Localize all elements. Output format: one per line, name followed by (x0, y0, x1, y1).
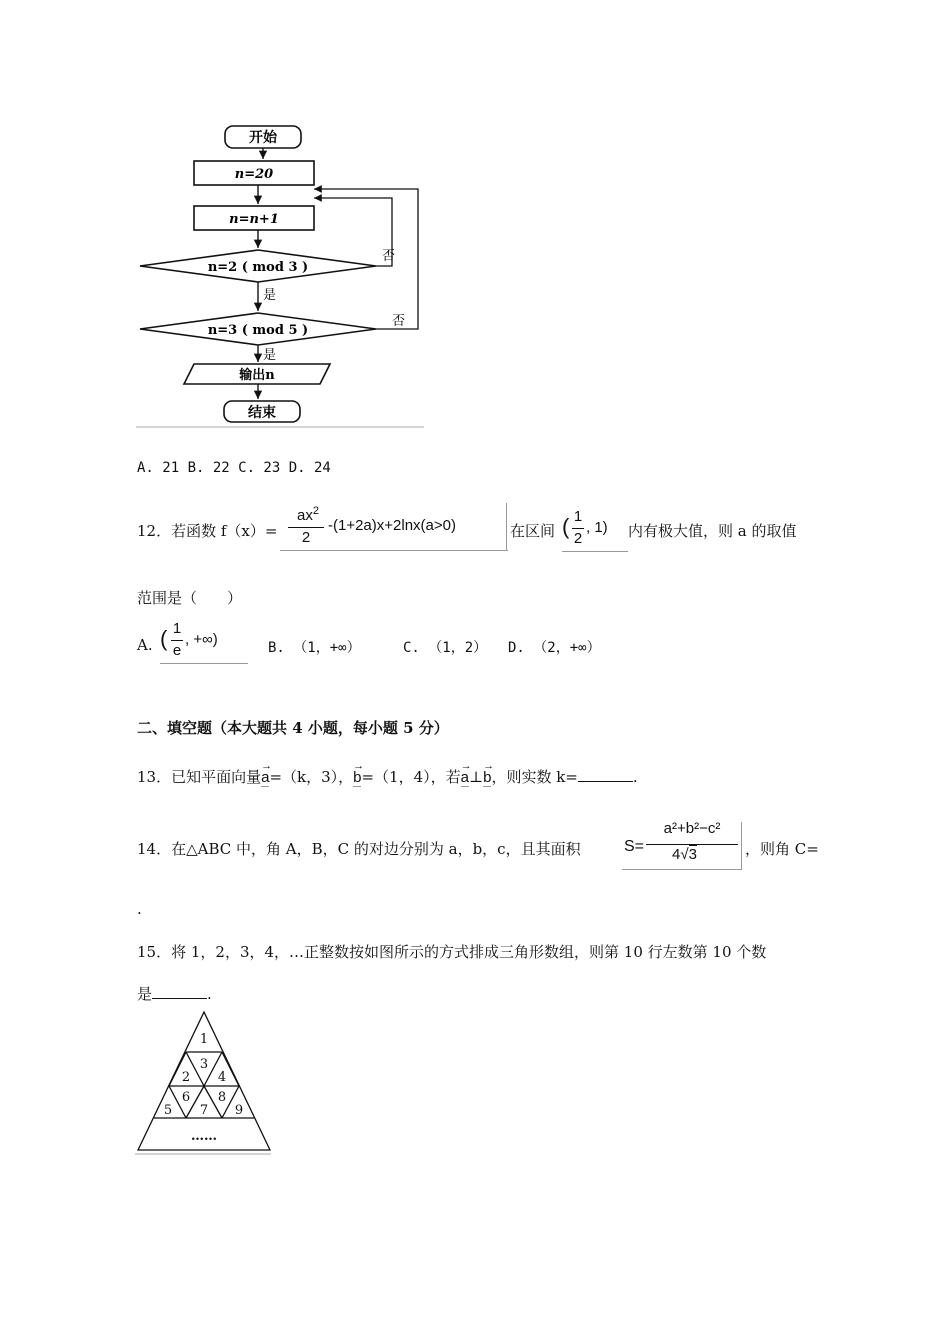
q12-lead: 12．若函数 f（x）= (137, 522, 278, 540)
q15-line1: 15．将 1，2，3，4，…正整数按如图所示的方式排成三角形数组，则第 10 行左数第 10 个数 (137, 943, 767, 961)
q12-optA-open: ( (160, 626, 168, 651)
no1-label: 否 (382, 249, 396, 264)
tri-1: 1 (199, 1032, 209, 1047)
q13-vec-a2: → a (460, 760, 472, 786)
q14-num: a²+b²−c² (663, 820, 721, 837)
tri-6: 6 (181, 1090, 191, 1105)
q14-den-root: 3 (688, 846, 697, 863)
number-triangle (133, 1010, 273, 1156)
increment-label: n=n+1 (229, 212, 279, 227)
q12-formula-rest: -(1+2a)x+2lnx(a>0) (328, 517, 456, 534)
q14-s-label: S= (624, 838, 645, 855)
q12-interval-open: ( (562, 514, 570, 539)
q13-part1: =（k，3）， (269, 768, 354, 786)
no2-label: 否 (392, 314, 406, 329)
q11-options: A. 21 B. 22 C. 23 D. 24 (137, 460, 331, 476)
q12-formula-num: ax (297, 507, 313, 524)
end-label: 结束 (248, 405, 276, 421)
q12-interval-rest: , 1) (586, 519, 608, 536)
cond1-label: n=2 ( mod 3 ) (207, 260, 309, 275)
q13-part2: =（1，4），若 (361, 768, 461, 786)
tri-4: 4 (217, 1070, 227, 1085)
flowchart (130, 118, 430, 433)
tri-5: 5 (163, 1103, 173, 1118)
q13-perp: ⊥ (468, 768, 484, 786)
q13-vec-b2: → b (483, 760, 495, 786)
q15-line2-lead: 是 (137, 985, 153, 1003)
tri-8: 8 (217, 1090, 227, 1105)
q12-optC: C. （1，2） (403, 640, 488, 656)
q14-den-coef: 4 (672, 846, 681, 863)
tri-ellipsis: …… (191, 1129, 217, 1144)
q12-optA-value (160, 620, 248, 664)
tri-3: 3 (199, 1057, 209, 1072)
q14-den (672, 846, 697, 863)
q12-optA-den: e (172, 642, 182, 659)
q12-optA-label: A. (137, 636, 153, 654)
yes2-label: 是 (263, 348, 277, 363)
tri-7: 7 (199, 1103, 209, 1118)
q12-line2: 范围是（ ） (137, 589, 243, 607)
q12-tail: 内有极大值，则 a 的取值 (628, 522, 797, 540)
q14-lead: 14．在△ABC 中，角 A，B，C 的对边分别为 a，b，c，且其面积 (137, 840, 581, 858)
q15-line2-end: . (207, 985, 212, 1003)
yes1-label: 是 (263, 288, 277, 303)
q13-answer-blank[interactable] (578, 767, 633, 782)
sqrt-icon: √ (680, 846, 689, 863)
q13-tail: ，则实数 k= (491, 768, 578, 786)
section2-title: 二、填空题（本大题共 4 小题，每小题 5 分） (137, 719, 449, 737)
q12-optA-num: 1 (172, 620, 182, 637)
q13-vec-b: → b (353, 760, 365, 786)
q14-line2: . (137, 900, 142, 918)
q12-optD: D. （2，+∞） (508, 640, 601, 656)
q15-line2 (137, 983, 212, 1004)
tri-9: 9 (234, 1103, 244, 1118)
q12-interval-den: 2 (573, 530, 583, 547)
init-label: n=20 (234, 167, 274, 182)
q13-vec-a: → a (261, 760, 273, 786)
output-label: 输出n (239, 368, 275, 383)
q12-interval (562, 508, 628, 552)
q13 (137, 760, 638, 787)
q12-mid: 在区间 (510, 522, 556, 540)
q12-formula (280, 503, 508, 551)
q14-formula (622, 820, 742, 870)
start-label: 开始 (249, 130, 277, 146)
q15-answer-blank[interactable] (152, 984, 207, 999)
q13-lead: 13．已知平面向量 (137, 768, 262, 786)
cond2-label: n=3 ( mod 5 ) (207, 323, 309, 338)
q12-optB: B. （1，+∞） (268, 640, 361, 656)
q12-formula-exp: 2 (312, 505, 319, 517)
q13-end: . (632, 768, 638, 786)
q12-formula-den: 2 (301, 529, 311, 546)
q12-interval-num: 1 (573, 508, 583, 525)
q12-optA-rest: , +∞) (185, 631, 218, 648)
tri-2: 2 (181, 1070, 191, 1085)
q14-tail: ，则角 C= (745, 840, 819, 858)
